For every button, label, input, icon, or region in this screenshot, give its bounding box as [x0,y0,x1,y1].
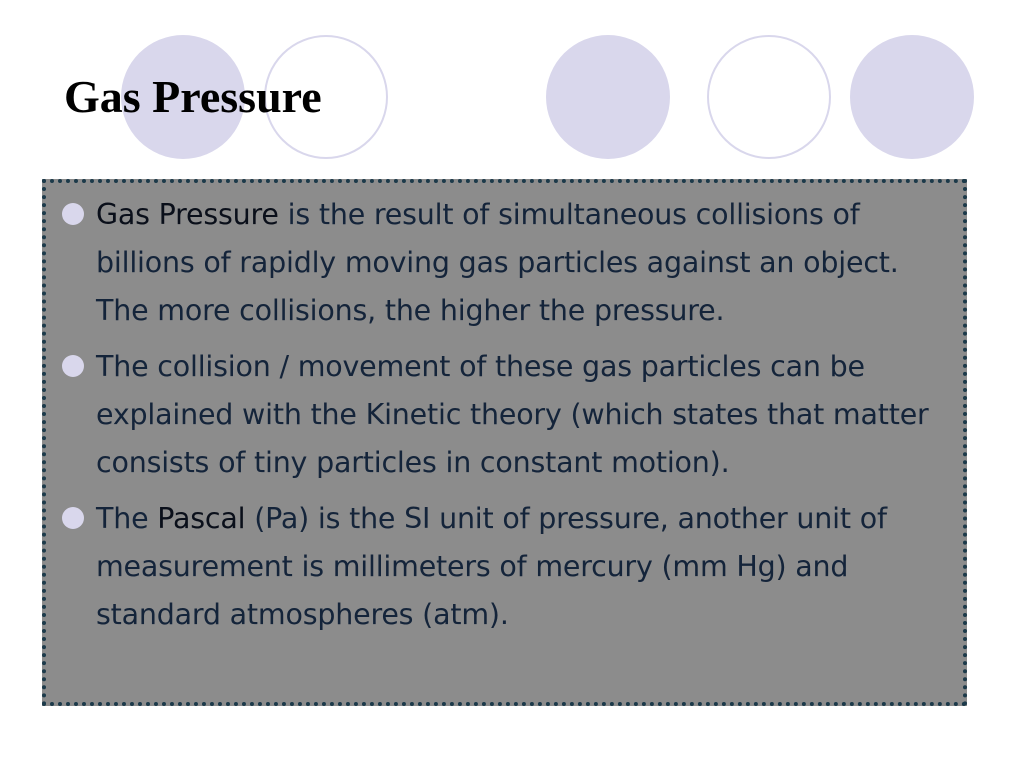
bullet-item-kinetic-theory [58,343,945,487]
bullet-keyword: Gas Pressure [96,198,279,231]
bullet-list [58,191,945,639]
decorative-circle-filled [850,35,974,159]
bullet-item-pascal [58,495,945,639]
decorative-circle-outline [707,35,831,159]
bullet-dot-icon [62,507,84,529]
decorative-circle-filled [546,35,670,159]
content-box [42,179,967,706]
bullet-text-after: (Pa) is the SI unit of pressure, another unit of measurement is millimeters of mercury (mm Hg) and standard atmospheres (atm). [96,502,887,631]
bullet-text-before: The collision / movement of these gas particles can be explained with the Kinetic theory (which states that matter consists of tiny particles in constant motion). [96,350,929,479]
bullet-text-after: is the result of simultaneous collisions of billions of rapidly moving gas particles against an object. The more collisions, the higher the pressure. [96,198,899,327]
bullet-text-before: The [96,502,158,535]
slide-title: Gas Pressure [64,71,322,122]
bullet-item-gas-pressure [58,191,945,335]
bullet-dot-icon [62,203,84,225]
bullet-dot-icon [62,355,84,377]
bullet-keyword: Pascal [157,502,246,535]
